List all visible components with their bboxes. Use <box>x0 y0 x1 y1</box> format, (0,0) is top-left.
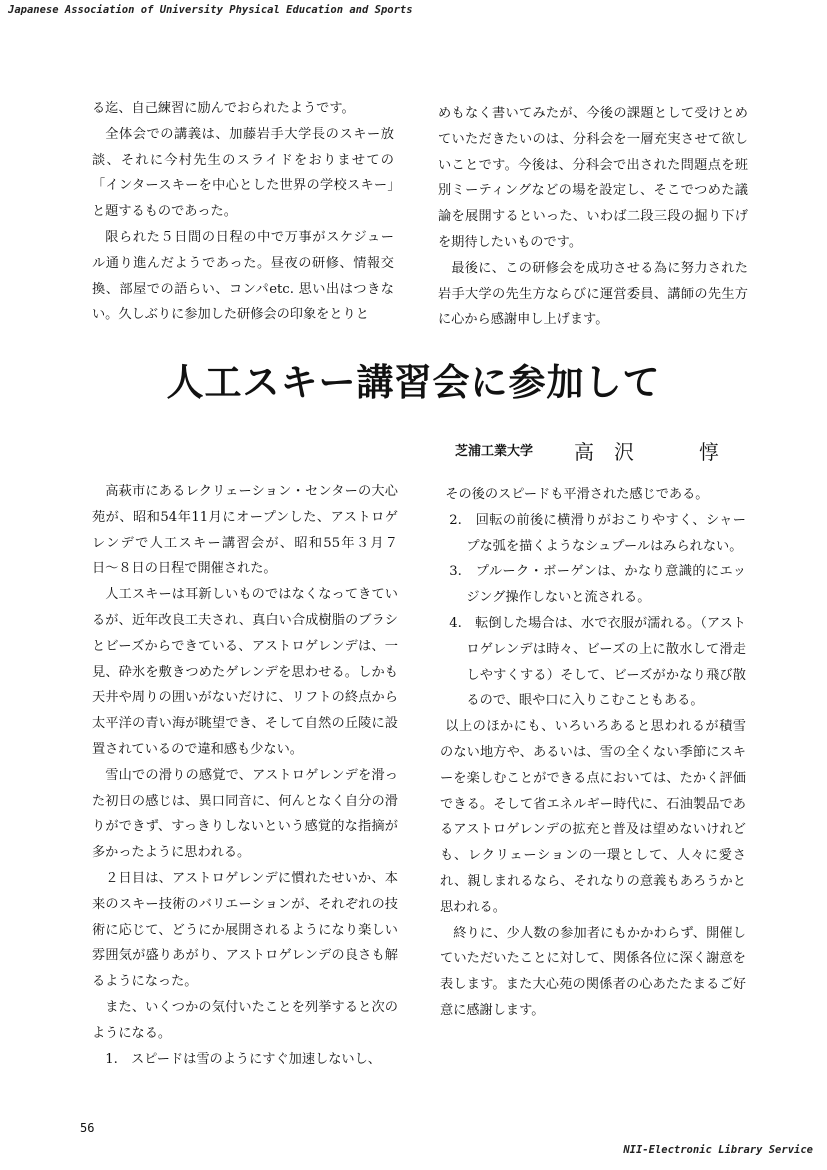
paragraph: 限られた５日間の日程の中で万事がスケジュール通り進んだようであった。昼夜の研修、情報交換、部屋での語らい、コンパetc. 思い出はつきない。久しぶりに参加した研修会の印象をとりと <box>92 229 394 323</box>
paragraph: 全体会での講義は、加藤岩手大学長のスキー放談、それに今村先生のスライドをおりませての「インタースキーを中心とした世界の学校スキー」と題するものであった。 <box>92 126 394 220</box>
paragraph: 雪山での滑りの感覚で、アストロゲレンデを滑った初日の感じは、異口同音に、何んとなく自分の滑りができず、すっきりしないという感覚的な指摘が多かったように思われる。 <box>92 767 398 861</box>
paragraph: 最後に、この研修会を成功させる為に努力された岩手大学の先生方ならびに運営委員、講師の先生方に心から感謝申し上げます。 <box>438 260 748 328</box>
journal-header: Japanese Association of University Physical Education and Sports <box>8 4 413 16</box>
article-right-column <box>440 482 746 1024</box>
author-affiliation: 芝浦工業大学 <box>455 444 534 459</box>
library-footer: NII-Electronic Library Service <box>623 1144 813 1156</box>
paragraph: る迄、自己練習に励んでおられたようです。 <box>92 101 355 116</box>
paragraph: 以上のほかにも、いろいろあると思われるが積雪のない地方や、あるいは、雪の全くない季節にスキーを楽しむことができる点においては、たかく評価できる。そして省エネルギー時代に、石油製品であるアストロゲレンデの拡充と普及は望めないけれども、レクリェーションの一環として、人々に愛され、親しまれるなら、それなりの意義もあろうかと思われる。 <box>440 719 746 915</box>
paragraph: 人工スキーは耳新しいものではなくなってきているが、近年改良工夫され、真白い合成樹脂のブラシとビーズからできている、アストロゲレンデは、一見、砕氷を敷きつめたゲレンデを思わせる。しかも天井や周りの囲いがないだけに、リフトの終点から太平洋の青い海が眺望でき、そして自然の丘陵に設置されているので違和感も少ない。 <box>92 587 398 757</box>
page-number: 56 <box>80 1121 95 1135</box>
author-given-name: 惇 <box>699 440 719 464</box>
list-item: 1. スピードは雪のようにすぐ加速しないし、 <box>105 1051 381 1067</box>
paragraph: その後のスピードも平滑された感じである。 <box>445 487 709 502</box>
paragraph: 終りに、少人数の参加者にもかかわらず、開催していただいたことに対して、関係各位に深く謝意を表します。また大心苑の関係者の心あたたまるご好意に感謝します。 <box>440 925 746 1018</box>
paragraph: ２日目は、アストロゲレンデに慣れたせいか、本来のスキー技術のバリエーションが、それぞれの技術に応じて、どうにか展開されるようになり楽しい雰囲気が盛りあがり、アストロゲレンデの良さも解るようになった。 <box>92 870 398 990</box>
list-item: 4. 転倒した場合は、水で衣服が濡れる。（アストロゲレンデは時々、ビーズの上に散水して滑走しやすくする）そして、ビーズがかなり飛び散るので、眼や口に入りこむこともある。 <box>449 615 746 709</box>
list-item: 3. プルーク・ボーゲンは、かなり意識的にエッジング操作しないと流される。 <box>449 564 746 606</box>
list-item: 2. 回転の前後に横滑りがおこりやすく、シャープな弧を描くようなシュプールはみられない。 <box>449 512 746 554</box>
previous-article-left-column <box>92 96 394 328</box>
author-family-name: 高 沢 <box>574 440 634 464</box>
author-name <box>574 436 719 465</box>
paragraph: めもなく書いてみたが、今後の課題として受けとめていただきたいのは、分科会を一層充実させて欲しいことです。今後は、分科会で出された問題点を班別ミーティングなどの場を設定し、そこでつめた議論を展開するといった、いわば二段三段の掘り下げを期待したいものです。 <box>438 106 748 250</box>
paragraph: 高萩市にあるレクリェーション・センターの大心苑が、昭和54年11月にオープンした、アストロゲレンデで人工スキー講習会が、昭和55年３月７日〜８日の日程で開催された。 <box>92 484 398 577</box>
previous-article-right-column <box>438 101 748 333</box>
article-title: 人工スキー講習会に参加して <box>166 361 661 404</box>
article-left-column <box>92 479 398 1072</box>
paragraph: また、いくつかの気付いたことを列挙すると次のようになる。 <box>92 999 398 1041</box>
